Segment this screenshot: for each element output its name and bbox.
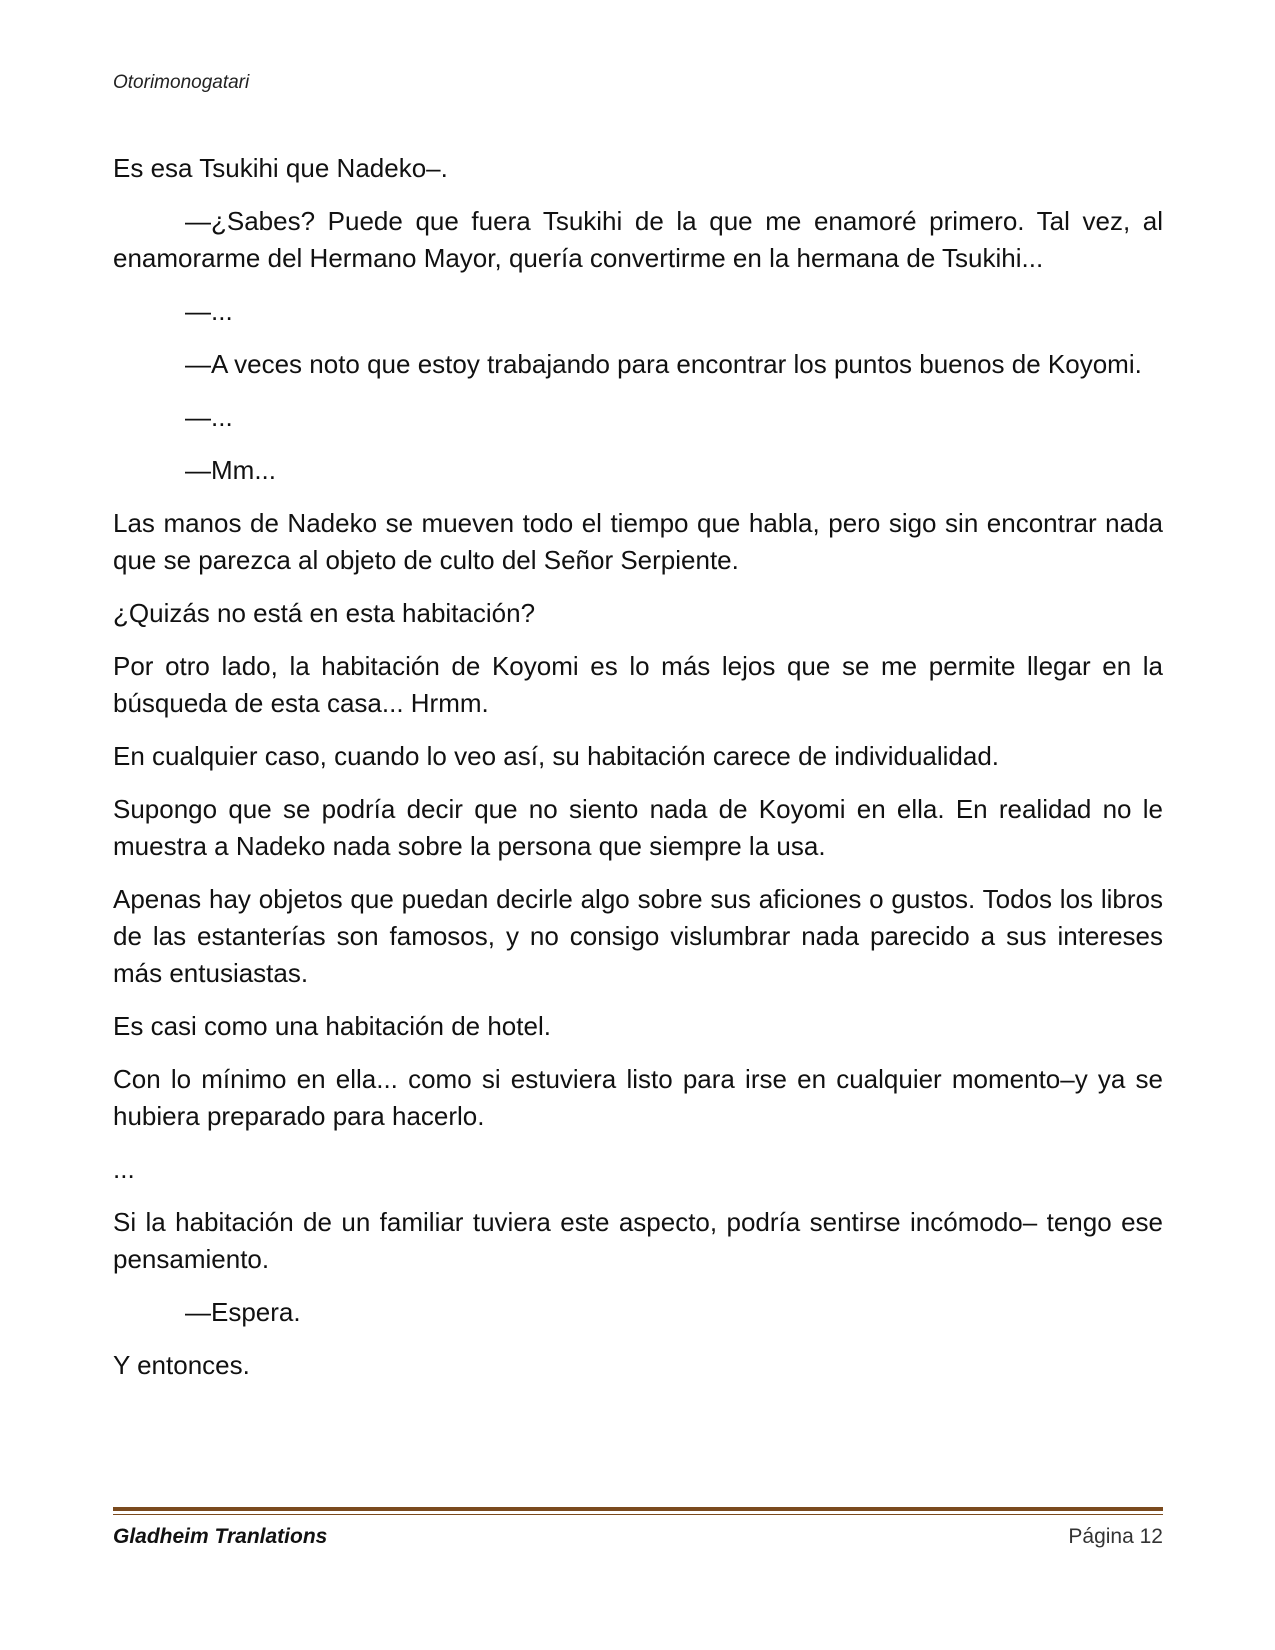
running-header: Otorimonogatari (113, 72, 250, 93)
paragraph: —Mm... (185, 455, 276, 485)
paragraph: Por otro lado, la habitación de Koyomi es lo más lejos que se me permite llegar en la búsqueda de esta casa... Hrmm. (113, 651, 1163, 718)
paragraph: —A veces noto que estoy trabajando para encontrar los puntos buenos de Koyomi. (185, 349, 1142, 379)
paragraph: ¿Quizás no está en esta habitación? (113, 598, 536, 628)
page-number: Página 12 (1068, 1525, 1163, 1548)
paragraph: Con lo mínimo en ella... como si estuviera listo para irse en cualquier momento–y ya se hubiera preparado para hacerlo. (113, 1064, 1163, 1131)
page-body (113, 150, 1163, 1400)
footer-rule-thin (113, 1514, 1163, 1515)
paragraph: —... (185, 402, 233, 432)
paragraph: ... (113, 1154, 135, 1184)
paragraph: Es casi como una habitación de hotel. (113, 1011, 551, 1041)
paragraph: Supongo que se podría decir que no siento nada de Koyomi en ella. En realidad no le muestra a Nadeko nada sobre la persona que siempre la usa. (113, 794, 1163, 861)
paragraph: Y entonces. (113, 1350, 250, 1380)
paragraph: En cualquier caso, cuando lo veo así, su habitación carece de individualidad. (113, 741, 1000, 771)
footer-rule (113, 1507, 1163, 1511)
paragraph: Apenas hay objetos que puedan decirle algo sobre sus aficiones o gustos. Todos los libros de las estanterías son famosos, y no consigo vislumbrar nada parecido a sus intereses más entusiastas. (113, 884, 1163, 988)
paragraph: Es esa Tsukihi que Nadeko–. (113, 153, 448, 183)
paragraph: —Espera. (185, 1297, 301, 1327)
paragraph: —... (185, 296, 233, 326)
paragraph: —¿Sabes? Puede que fuera Tsukihi de la que me enamoré primero. Tal vez, al enamorarme del Hermano Mayor, quería convertirme en la hermana de Tsukihi... (113, 206, 1163, 273)
paragraph: Las manos de Nadeko se mueven todo el tiempo que habla, pero sigo sin encontrar nada que se parezca al objeto de culto del Señor Serpiente. (113, 508, 1163, 575)
footer-credit: Gladheim Tranlations (113, 1525, 328, 1548)
paragraph: Si la habitación de un familiar tuviera este aspecto, podría sentirse incómodo– tengo ese pensamiento. (113, 1207, 1163, 1274)
